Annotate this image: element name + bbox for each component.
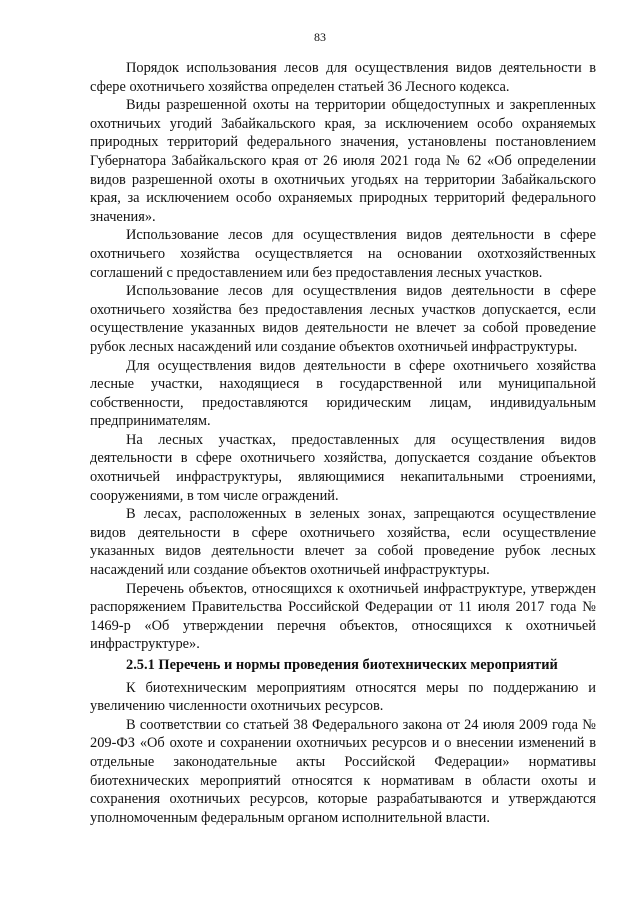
page-number: 83 bbox=[314, 30, 326, 44]
paragraph: Виды разрешенной охоты на территории общедоступных и закрепленных охотничьих угодий Забайкальского края, за исключением особо охраняемых природных территорий федерального значения, установлены постановлением Губернатора Забайкальского края от 26 июля 2021 года № 62 «Об определении видов разрешенной охоты в охотничьих угодьях на территории Забайкальского края, за исключением особо охраняемых природных территорий федерального значения». bbox=[90, 97, 596, 225]
paragraph: Использование лесов для осуществления видов деятельности в сфере охотничьего хозяйства без предоставления лесных участков допускается, если осуществление указанных видов деятельности не влечет за собой проведение рубок лесных насаждений или создание объектов охотничьей инфраструктуры. bbox=[90, 283, 596, 355]
paragraph: В соответствии со статьей 38 Федерального закона от 24 июля 2009 года № 209-ФЗ «Об охоте и сохранении охотничьих ресурсов и о внесении изменений в отдельные законодательные акты Российской Федерации» нормативы биотехнических мероприятий относятся к нормативам в области охоты и сохранения охотничьих ресурсов, которые разрабатываются и утверждаются уполномоченным федеральным органом исполнительной власти. bbox=[90, 716, 596, 826]
paragraph: Порядок использования лесов для осуществления видов деятельности в сфере охотничьего хозяйства определен статьей 36 Лесного кодекса. bbox=[90, 60, 596, 95]
section-heading: 2.5.1 Перечень и нормы проведения биотехнических мероприятий bbox=[126, 657, 558, 673]
paragraph: Использование лесов для осуществления видов деятельности в сфере охотничьего хозяйства осуществляется на основании охотхозяйственных соглашений с предоставлением или без предоставления лесных участков. bbox=[90, 227, 596, 281]
paragraph: Перечень объектов, относящихся к охотничьей инфраструктуре, утвержден распоряжением Правительства Российской Федерации от 11 июля 2017 года № 1469-р «Об утверждении перечня объектов, относящихся к охотничьей инфраструктуре». bbox=[90, 580, 596, 653]
paragraph: К биотехническим мероприятиям относятся меры по поддержанию и увеличению численности охотничьих ресурсов. bbox=[90, 679, 596, 715]
paragraph: На лесных участках, предоставленных для осуществления видов деятельности в сфере охотничьего хозяйства, допускается создание объектов охотничьей инфраструктуры, являющимися некапитальными строениями, сооружениями, в том числе ограждений. bbox=[90, 431, 596, 504]
document-body bbox=[90, 59, 596, 827]
paragraph: В лесах, расположенных в зеленых зонах, запрещаются осуществление видов деятельности в сфере охотничьего хозяйства, если осуществление указанных видов деятельности влечет за собой проведение рубок лесных насаждений или создание объектов охотничьей инфраструктуры. bbox=[90, 506, 596, 579]
paragraph: Для осуществления видов деятельности в сфере охотничьего хозяйства лесные участки, находящиеся в государственной или муниципальной собственности, предоставляются юридическим лицам, индивидуальным предпринимателям. bbox=[90, 357, 596, 430]
